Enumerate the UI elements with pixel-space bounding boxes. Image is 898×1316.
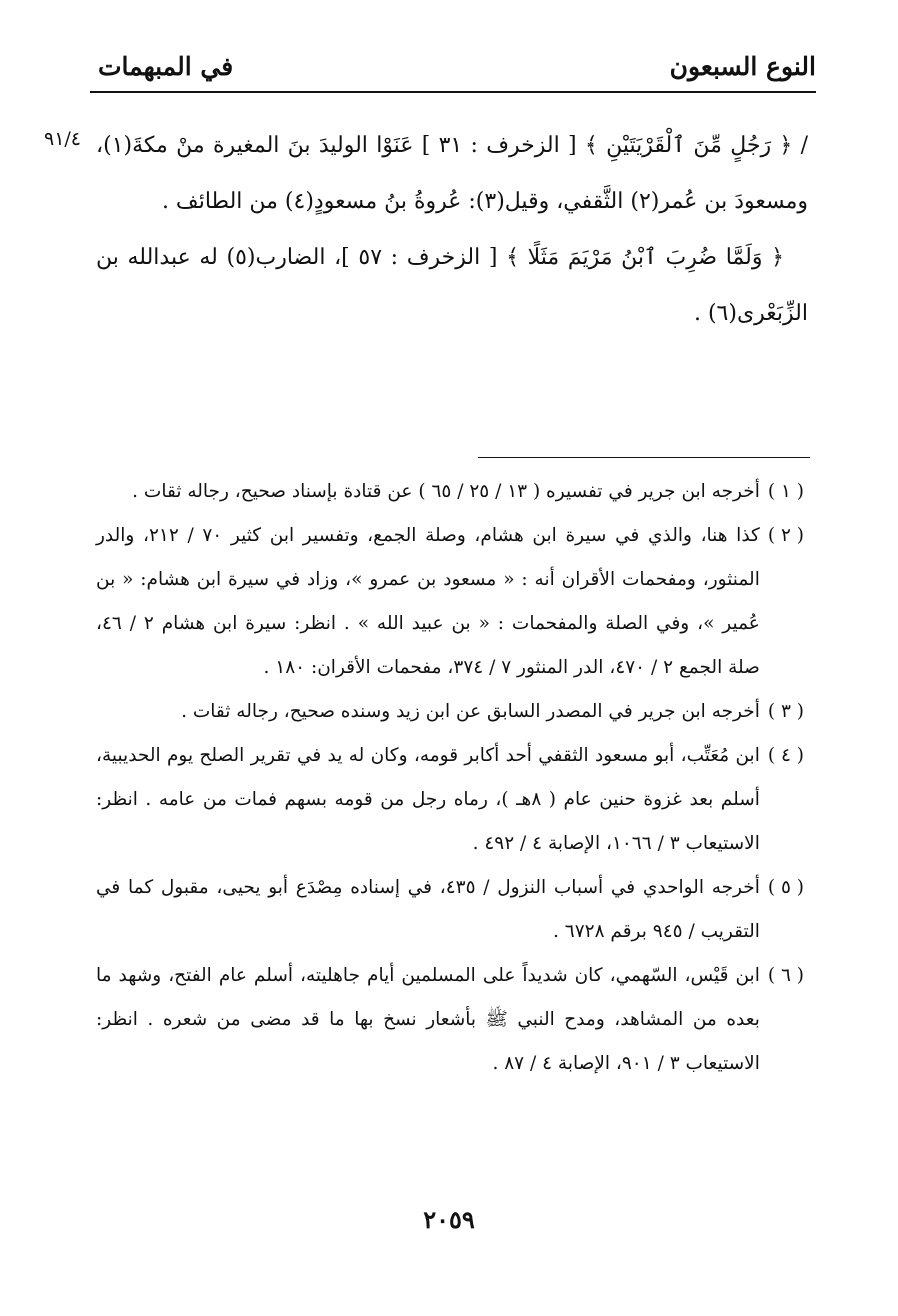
page-break-slash: / [800,133,808,158]
footnote-separator [478,457,810,458]
paragraph-text: [ الزخرف : ٣١ ] عَنَوْا الوليدَ بنَ المغيرة منْ مكةَ(١)، ومسعودَ بن عُمر(٢) الثَّقفي، وقيل(٣): عُروةُ بنُ مسعودٍ(٤) من الطائف . [96,133,808,214]
footnote [96,954,804,1086]
footnote [96,734,804,866]
header-rule [90,91,816,93]
footnotes [96,470,804,1086]
footnote-text: أخرجه ابن جرير في تفسيره ( ١٣ / ٢٥ / ٦٥ ) عن قتادة بإسناد صحيح، رجاله ثقات . [132,481,760,502]
footnote-number: ( ١ ) [767,481,804,502]
footnote-number: ( ٦ ) [767,965,804,986]
footnote-number: ( ٤ ) [767,745,804,766]
chapter-title: النوع السبعون [669,52,816,81]
margin-reference: ٩١/٤ [44,128,82,150]
section-title: في المبهمات [98,52,234,81]
paragraph-text: [ الزخرف : ٥٧ ]، الضارب(٥) له عبدالله بن الزِّبَعْرى(٦) . [96,245,808,326]
footnote-text: أخرجه الواحدي في أسباب النزول / ٤٣٥، في إسناده مِصْدَع أبو يحيى، مقبول كما في التقريب / ٩٤٥ برقم ٦٧٢٨ . [96,877,760,942]
footnote [96,470,804,514]
footnote-number: ( ٣ ) [767,701,804,722]
footnote-number: ( ٢ ) [767,525,804,546]
main-text [96,118,808,342]
footnote-text: ابن مُعَتِّب، أبو مسعود الثقفي أحد أكابر قومه، وكان له يد في تقرير الصلح يوم الحديبية، أسلم بعد غزوة حنين عام ( ٨هـ )، رماه رجل من قومه بسهم فمات من عامه . انظر: الاستيعاب ٣ / ١٠٦٦، الإصابة ٤ / ٤٩٢ . [96,745,760,854]
footnote [96,690,804,734]
main-paragraph-1 [96,118,808,230]
footnote-text: ابن قَيْس، السّهمي، كان شديداً على المسلمين أيام جاهليته، أسلم عام الفتح، وشهد ما بعده من المشاهد، ومدح النبي ﷺ بأشعار نسخ بها ما قد مضى من شعره . انظر: الاستيعاب ٣ / ٩٠١، الإصابة ٤ / ٨٧ . [96,965,760,1074]
running-header [90,52,816,92]
footnote-text: كذا هنا، والذي في سيرة ابن هشام، وصلة الجمع، وتفسير ابن كثير ٧٠ / ٢١٢، والدر المنثور، ومفحمات الأقران أنه : « مسعود بن عمرو »، وزاد في سيرة ابن هشام: « بن عُمير »، وفي الصلة والمفحمات : « بن عبيد الله » . انظر: سيرة ابن هشام ٢ / ٤٦، صلة الجمع ٢ / ٤٧٠، الدر المنثور ٧ / ٣٧٤، مفحمات الأقران: ١٨٠ . [96,525,760,678]
page-number: ٢٠٥٩ [423,1205,475,1234]
footnote [96,514,804,690]
footnote-text: أخرجه ابن جرير في المصدر السابق عن ابن زيد وسنده صحيح، رجاله ثقات . [181,701,760,722]
quran-verse: ﴿ رَجُلٍ مِّنَ ٱلْقَرْيَتَيْنِ ﴾ [584,133,793,158]
footnote-number: ( ٥ ) [767,877,804,898]
footnote [96,866,804,954]
quran-verse: ﴿ وَلَمَّا ضُرِبَ ٱبْنُ مَرْيَمَ مَثَلًا ﴾ [506,245,785,270]
main-paragraph-2 [96,230,808,342]
